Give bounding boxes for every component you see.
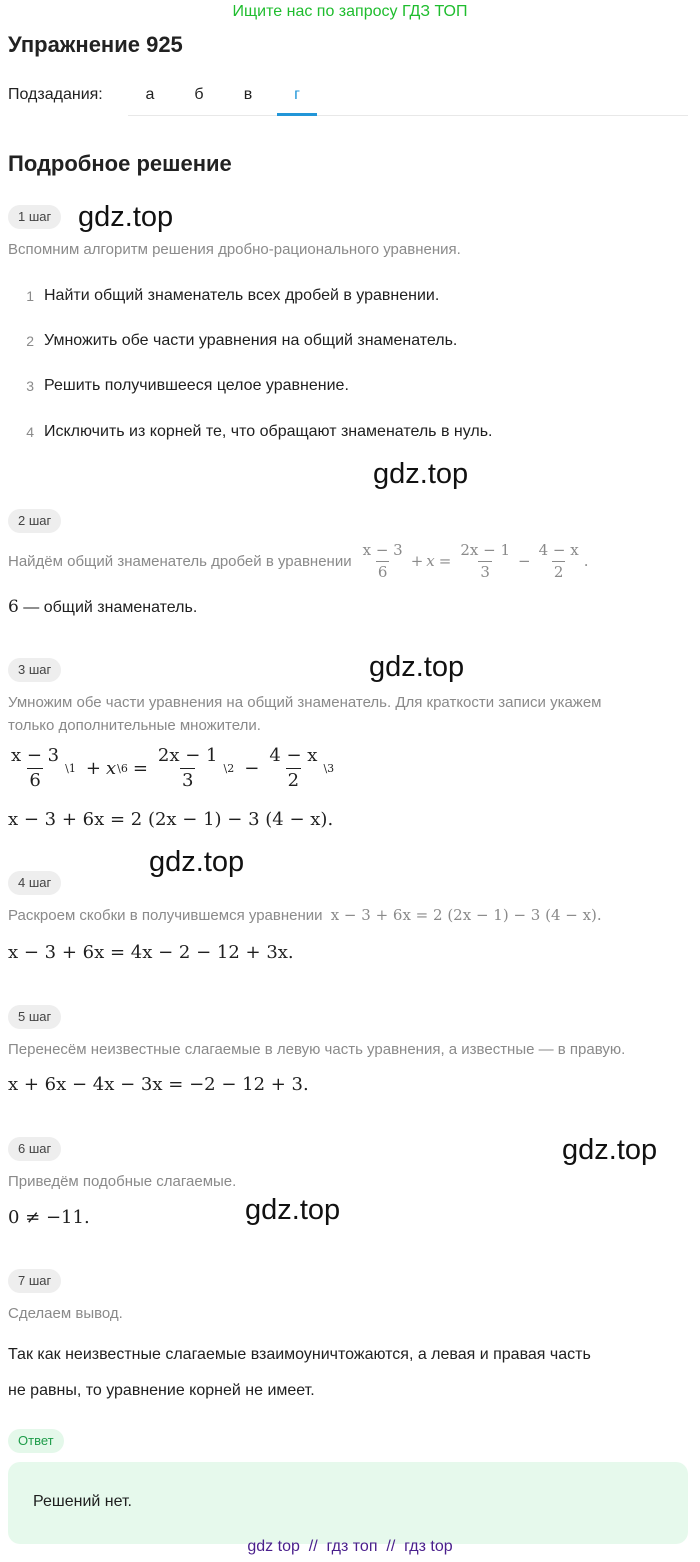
step-2-result: 6 — общий знаменатель. [8,597,198,617]
step-badge-3: 3 шаг [8,658,61,682]
fraction: $\frac{4 - x}{2}$ [269,744,318,791]
factor: \2 [223,761,235,775]
fraction: $\frac{2x - 1}{3}$ [157,744,218,791]
page-title: Упражнение 925 [8,32,183,57]
step-4-result: x − 3 + 6x = 4x − 2 − 12 + 3x. [8,942,294,963]
step-3-result: x − 3 + 6x = 2 (2x − 1) − 3 (4 − x). [8,809,334,830]
subtasks-label: Подзадания: [8,86,103,103]
factor: \3 [323,761,335,775]
step-3-equation: $\frac{x - 3}{6}$ \1 + x \6 = $\frac{2x - 1}{3}$ \2 − $\frac{4 - x}{2}$ \3 [11,744,335,791]
list-number: 1 [26,288,34,304]
section-title: Подробное решение [8,151,232,176]
watermark: gdz.top [78,201,174,233]
footer-links[interactable]: gdz top // гдз топ // гдз top [247,1538,453,1555]
step-1-intro: Вспомним алгоритм решения дробно-рационального уравнения. [8,241,461,258]
tab-a[interactable]: а [145,86,155,103]
fraction: $\frac{2x - 1}{3}$ [460,541,510,581]
watermark: gdz.top [369,651,465,683]
list-number: 2 [26,333,34,349]
fraction: $\frac{x - 3}{6}$ [11,744,60,791]
top-banner: Ищите нас по запросу ГДЗ ТОП [232,3,468,20]
list-item: Решить получившееся целое уравнение. [44,377,349,394]
step-6-intro: Приведём подобные слагаемые. [8,1173,237,1190]
step-badge-5: 5 шаг [8,1005,61,1029]
factor: \1 [65,761,76,775]
tab-b[interactable]: б [194,86,204,103]
answer-badge: Ответ [8,1429,64,1453]
list-item: Найти общий знаменатель всех дробей в уравнении. [44,287,440,304]
step-badge-7: 7 шаг [8,1269,61,1293]
step-7-text: Так как неизвестные слагаемые взаимоуничтожаются, а левая и правая часть не равны, то уравнение корней не имеет. [8,1346,591,1399]
subtasks-divider [128,115,688,116]
step-badge-4: 4 шаг [8,871,61,895]
step-7-intro: Сделаем вывод. [8,1305,123,1322]
step-badge-2: 2 шаг [8,509,61,533]
watermark: gdz.top [245,1194,341,1226]
list-number: 4 [26,424,34,440]
factor: \6 [117,761,128,775]
step-5-result: x + 6x − 4x − 3x = −2 − 12 + 3. [8,1074,309,1095]
step-6-result: 0 ≠ −11. [8,1207,90,1228]
fraction: $\frac{4 - x}{2}$ [538,541,579,581]
list-item: Умножить обе части уравнения на общий знаменатель. [44,332,458,349]
step-2-equation: $\frac{x - 3}{6}$ + x = $\frac{2x - 1}{3}$ − $\frac{4 - x}{2}$ . [362,541,589,581]
answer-text: Решений нет. [33,1493,132,1510]
active-tab-indicator [277,113,317,116]
step-2-intro-row [8,536,588,586]
step-2-intro: Найдём общий знаменатель дробей в уравнении [8,552,352,570]
watermark: gdz.top [373,458,469,490]
step-4-intro-row: Раскроем скобки в получившемся уравнении x − 3 + 6x = 2 (2x − 1) − 3 (4 − x). [8,906,602,924]
fraction: $\frac{x - 3}{6}$ [362,541,403,581]
step-5-intro: Перенесём неизвестные слагаемые в левую часть уравнения, а известные — в правую. [8,1041,626,1058]
list-item: Исключить из корней те, что обращают знаменатель в нуль. [44,423,493,440]
list-number: 3 [26,378,34,394]
tab-g[interactable]: г [294,86,300,103]
tab-v[interactable]: в [243,86,253,103]
step-3-intro: Умножим обе части уравнения на общий знаменатель. Для краткости записи укажем только дополнительные множители. [8,694,602,734]
watermark: gdz.top [562,1134,658,1166]
step-badge-6: 6 шаг [8,1137,61,1161]
step-badge-1: 1 шаг [8,205,61,229]
watermark: gdz.top [149,846,245,878]
